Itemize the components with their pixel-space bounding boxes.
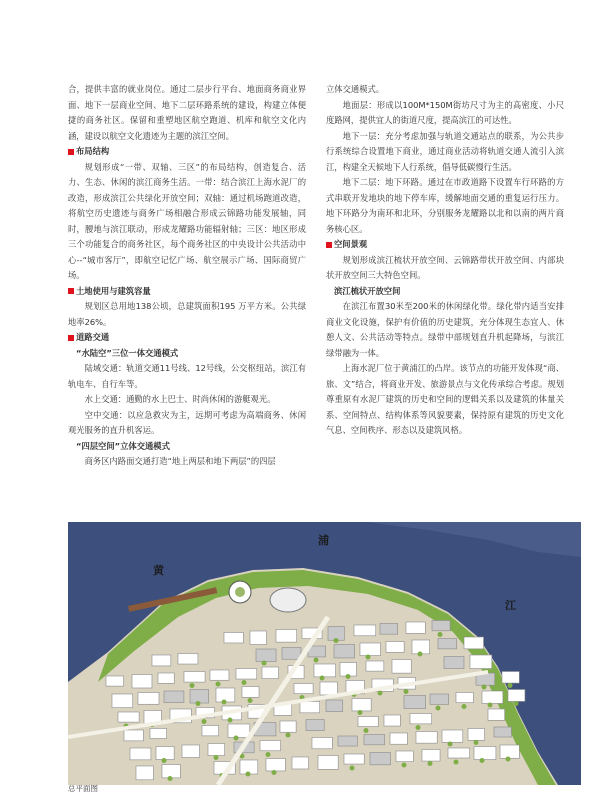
tree — [462, 704, 467, 709]
paragraph: 地下二层：地下环路。通过在市政道路下设置车行环路的方式串联开发地块的地下停车库，缓解地面交通的重复运行压力。地下环路分为南环和北环，分别服务龙耀路以北和以南的两片商务核心区。 — [326, 177, 564, 234]
tree — [416, 725, 421, 730]
tree — [454, 760, 459, 765]
building-block — [312, 738, 332, 749]
building-block — [354, 625, 376, 636]
building-block — [118, 712, 139, 722]
label-huang: 黄 — [153, 564, 164, 577]
building-block — [360, 643, 380, 656]
building-block — [318, 756, 338, 770]
section-marker — [68, 288, 74, 294]
building-block — [256, 649, 276, 662]
building-block — [508, 690, 525, 702]
master-plan-map — [68, 522, 581, 785]
tree — [480, 758, 485, 763]
building-block — [432, 621, 450, 631]
building-block — [404, 696, 426, 709]
tree — [266, 752, 271, 757]
building-block — [300, 702, 320, 713]
map-caption: 总平面图 — [68, 784, 98, 793]
building-block — [366, 661, 384, 671]
building-block — [358, 717, 378, 727]
tree — [428, 761, 433, 766]
building-block — [136, 766, 153, 780]
tree — [514, 701, 519, 706]
building-block — [502, 672, 519, 684]
plaza-center — [235, 587, 245, 597]
tree — [508, 683, 513, 688]
building-block — [282, 648, 301, 660]
tree — [168, 776, 173, 781]
building-block — [112, 694, 133, 708]
building-block — [430, 694, 449, 704]
building-block — [224, 633, 243, 643]
tree — [272, 770, 277, 775]
section-marker — [68, 335, 74, 341]
paragraph: 水上交通：通勤的水上巴士、时尚休闲的游艇观光。 — [84, 394, 276, 404]
tree — [448, 742, 453, 747]
tree — [248, 698, 253, 703]
tree — [320, 676, 325, 681]
tree — [482, 685, 487, 690]
building-block — [416, 732, 437, 744]
section-title: 空间景观 — [334, 239, 368, 249]
building-block — [380, 624, 398, 635]
tree — [488, 703, 493, 708]
left-text-column — [68, 82, 306, 470]
tree — [228, 718, 233, 723]
building-block — [152, 655, 171, 666]
building-block — [162, 765, 180, 778]
tree — [404, 689, 409, 694]
building-block — [370, 753, 391, 765]
tree — [418, 652, 423, 657]
building-block — [182, 745, 200, 757]
tree — [334, 638, 339, 643]
building-block — [334, 645, 355, 658]
tree — [438, 632, 443, 637]
building-block — [280, 721, 296, 732]
building-block — [242, 687, 259, 698]
building-block — [438, 639, 457, 649]
building-block — [384, 715, 400, 726]
building-block — [294, 684, 313, 694]
master-plan-drawing — [68, 522, 581, 785]
tree — [286, 733, 291, 738]
building-block — [456, 693, 473, 703]
building-block — [210, 670, 229, 680]
building-block — [344, 754, 364, 764]
building-block — [386, 642, 404, 653]
tree — [234, 736, 239, 741]
paragraph: 在滨江布置30米至200米的休闲绿化带。绿化带内适当安排商业文化设施，保护有价值的历史建筑，充分体现生态宜人、休憩人文、公共活动等特点。绿带中部规划直升机起降场，与滨江绿带融为一体。 — [326, 301, 564, 358]
paragraph: 规划形成滨江梳状开放空间、云锦路带状开放空间、内部块状开放空间三大特色空间。 — [326, 254, 564, 280]
tree — [216, 682, 221, 687]
subheading: “四层空间”立体交通模式 — [76, 440, 170, 451]
label-pu: 浦 — [318, 534, 329, 547]
label-jiang: 江 — [505, 599, 516, 612]
building-block — [448, 748, 470, 758]
building-block — [320, 682, 337, 695]
tree — [474, 740, 479, 745]
paragraph: 地面层：形成以100M*150M街坊尺寸为主的高密度、小尺度路网，提供宜人的街道尺度，提高滨江的可达性。 — [326, 99, 564, 125]
building-block — [132, 675, 152, 688]
paragraph: 上海水泥厂位于黄浦江的凸岸。该节点的功能开发体现“商、旅、文”结合，将商业开发、旅游景点与文化传承综合考虑。规划尊重原有水泥厂建筑的历史和空间的逻辑关系以及建筑的体量关系、空间特点、结构体系等风貌要素，保持原有建筑的历史文化气息、空间秩序、形态以及建筑风格。 — [326, 363, 564, 435]
building-block — [178, 654, 198, 665]
building-block — [228, 724, 250, 737]
building-block — [216, 688, 235, 702]
paragraph: 空中交通：以应急救灾为主，远期可考虑为高端商务、休闲观光服务的直升机客运。 — [68, 409, 306, 435]
building-block — [164, 691, 184, 703]
paragraph: 合，提供丰富的就业岗位。通过二层步行平台、地面商务商业界面、地下一层商业空间、地下二层环路系统的建设，构建立体便捷的商务社区。保留和重塑地区航空跑道、机库和航空文化内涵，建设以航空文化遗迹为主题的滨江空间。 — [68, 84, 306, 141]
building-block — [410, 714, 432, 724]
paragraph: 立体交通模式。 — [326, 84, 385, 94]
tree — [202, 719, 207, 724]
building-block — [352, 699, 371, 711]
building-block — [488, 709, 505, 720]
building-block — [340, 663, 356, 677]
building-block — [338, 736, 357, 746]
building-block — [392, 660, 411, 674]
building-block — [130, 748, 151, 760]
building-block — [236, 669, 257, 680]
building-block — [396, 751, 413, 762]
paragraph: 地下一层：充分考虑加强与轨道交通站点的联系，为公共步行系统综合设置地下商业，通过商业活动将轨道交通人流引入滨江，构建全天候地下人行系统，倡导低碳慢行生活。 — [326, 130, 564, 172]
section-marker — [68, 149, 74, 155]
building-block — [262, 667, 279, 679]
tree — [364, 728, 369, 733]
building-block — [306, 720, 324, 731]
tree — [350, 766, 355, 771]
building-block — [260, 741, 281, 751]
building-block — [494, 727, 511, 737]
building-block — [464, 637, 484, 649]
building-block — [208, 744, 225, 756]
building-block — [468, 729, 485, 741]
building-block — [158, 673, 174, 683]
building-block — [266, 759, 285, 771]
building-block — [482, 691, 503, 703]
paragraph: 规划区总用地138公顷，总建筑面积195 万平方米。公共绿地率26%。 — [68, 301, 306, 327]
building-block — [150, 729, 167, 739]
building-block — [184, 672, 205, 683]
tree — [314, 658, 319, 663]
tree — [246, 772, 251, 777]
tree — [242, 680, 247, 685]
section-heading — [68, 330, 306, 346]
building-block — [250, 631, 266, 645]
building-block — [156, 747, 174, 760]
building-block — [276, 630, 297, 643]
tree — [378, 691, 383, 696]
stadium — [270, 588, 306, 612]
tree — [262, 661, 267, 666]
building-block — [500, 745, 519, 758]
paragraph: 规划形成“一带、双轴、三区”的布局结构，创造复合、活力、生态、休闲的滨江商务生活。一带：结合滨江上海水泥厂的改造，形成滨江公共绿化开放空间；双轴：通过机场跑道改造，将航空历史遗迹与商务广场相融合形成云锦路功能发展轴，同时，腰地与滨江联动，形成龙耀路功能辐射轴；三区：地区形成三个功能复合的商务社区，每个商务社区的中央设计公共活动中心--“城市客厅”，即航空记忆广场、航空展示广场、国际商贸广场。 — [68, 161, 306, 280]
paragraph: 商务区内路面交通打造“地上两层和地下两层”的四层 — [84, 456, 276, 466]
tree — [190, 683, 195, 688]
tree — [402, 763, 407, 768]
paragraph: 陆域交通：轨道交通11号线、12号线，公交枢纽站，滨江有轨电车、自行车等。 — [68, 363, 306, 389]
tree — [196, 701, 201, 706]
building-block — [138, 693, 159, 705]
building-block — [470, 655, 492, 669]
section-title: 布局结构 — [76, 146, 110, 156]
building-block — [326, 700, 343, 712]
building-block — [442, 730, 463, 742]
tree — [346, 674, 351, 679]
subheading: 滨江梳状开放空间 — [334, 285, 401, 296]
building-block — [106, 676, 124, 686]
tree — [214, 755, 219, 760]
right-text-column — [326, 82, 564, 439]
building-block — [444, 657, 464, 669]
section-heading — [68, 144, 306, 160]
building-block — [364, 735, 385, 745]
tree — [222, 700, 227, 705]
section-heading — [68, 284, 306, 300]
building-block — [422, 750, 440, 762]
building-block — [474, 747, 496, 760]
section-title: 道路交通 — [76, 332, 110, 342]
tree — [436, 706, 441, 711]
building-block — [190, 690, 209, 704]
tree — [506, 757, 511, 762]
building-block — [202, 726, 219, 736]
tree — [162, 758, 167, 763]
building-block — [314, 664, 336, 677]
subheading: “水陆空”三位一体交通模式 — [76, 347, 179, 358]
section-heading — [326, 237, 564, 253]
building-block — [390, 733, 407, 744]
section-marker — [326, 242, 332, 248]
building-block — [124, 730, 143, 741]
building-block — [406, 622, 425, 633]
tree — [358, 710, 363, 715]
section-title: 土地使用与建筑容量 — [76, 285, 151, 296]
tree — [366, 655, 371, 660]
building-block — [292, 757, 309, 769]
